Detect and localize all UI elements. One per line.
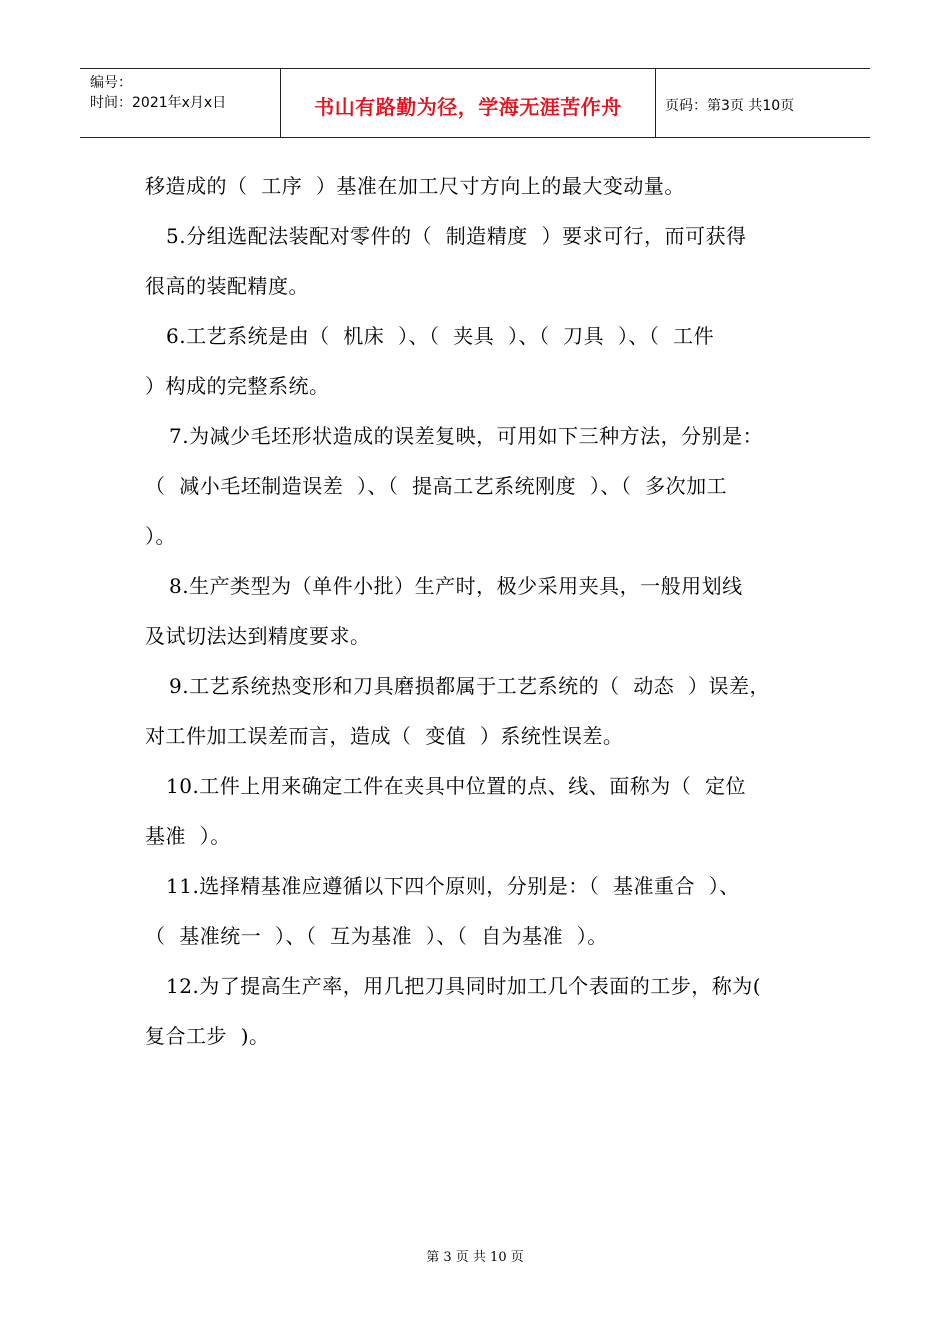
text-line: 移造成的（ 工序 ）基准在加工尺寸方向上的最大变动量。 [145,174,685,198]
text-line: 11.选择精基准应遵循以下四个原则，分别是：（ 基准重合 ）、 [166,874,740,898]
motto-text: 书山有路勤为径，学海无涯苦作舟 [314,95,622,119]
text-line: 5.分组选配法装配对零件的（ 制造精度 ）要求可行，而可获得 [166,224,747,248]
number-label: 编号： [90,75,132,91]
header-table [80,68,870,138]
text-line: 8.生产类型为（单件小批）生产时，极少采用夹具，一般用划线 [169,574,743,598]
text-line: 12.为了提高生产率，用几把刀具同时加工几个表面的工步，称为( [166,974,762,998]
text-line: 很高的装配精度。 [145,274,309,298]
text-line: 对工件加工误差而言，造成（ 变值 ）系统性误差。 [145,724,624,748]
text-line: （ 减小毛坯制造误差 ）、（ 提高工艺系统刚度 ）、（ 多次加工 [145,474,728,498]
text-line: 9.工艺系统热变形和刀具磨损都属于工艺系统的（ 动态 ）误差， [169,674,771,698]
header-left-cell [80,69,280,137]
page-footer: 第 3 页 共 10 页 [426,1250,524,1265]
header-page-cell [655,69,870,137]
text-line: 基准 ）。 [145,824,231,848]
text-line: ）。 [145,524,176,548]
page-info: 页码：第3页 共10页 [665,98,795,114]
text-line: 复合工步 )。 [145,1024,270,1048]
text-line: 及试切法达到精度要求。 [145,624,371,648]
text-line: 7.为减少毛坯形状造成的误差复映，可用如下三种方法，分别是： [169,424,764,448]
text-line: （ 基准统一 ）、（ 互为基准 ）、（ 自为基准 ）。 [145,924,608,948]
text-line: 6.工艺系统是由（ 机床 ）、（ 夹具 ）、（ 刀具 ）、（ 工件 [166,324,715,348]
header-motto-cell [280,69,656,137]
text-line: ）构成的完整系统。 [145,374,330,398]
time-label: 时间：2021年x月x日 [90,95,227,111]
text-line: 10.工件上用来确定工件在夹具中位置的点、线、面称为（ 定位 [166,774,747,798]
